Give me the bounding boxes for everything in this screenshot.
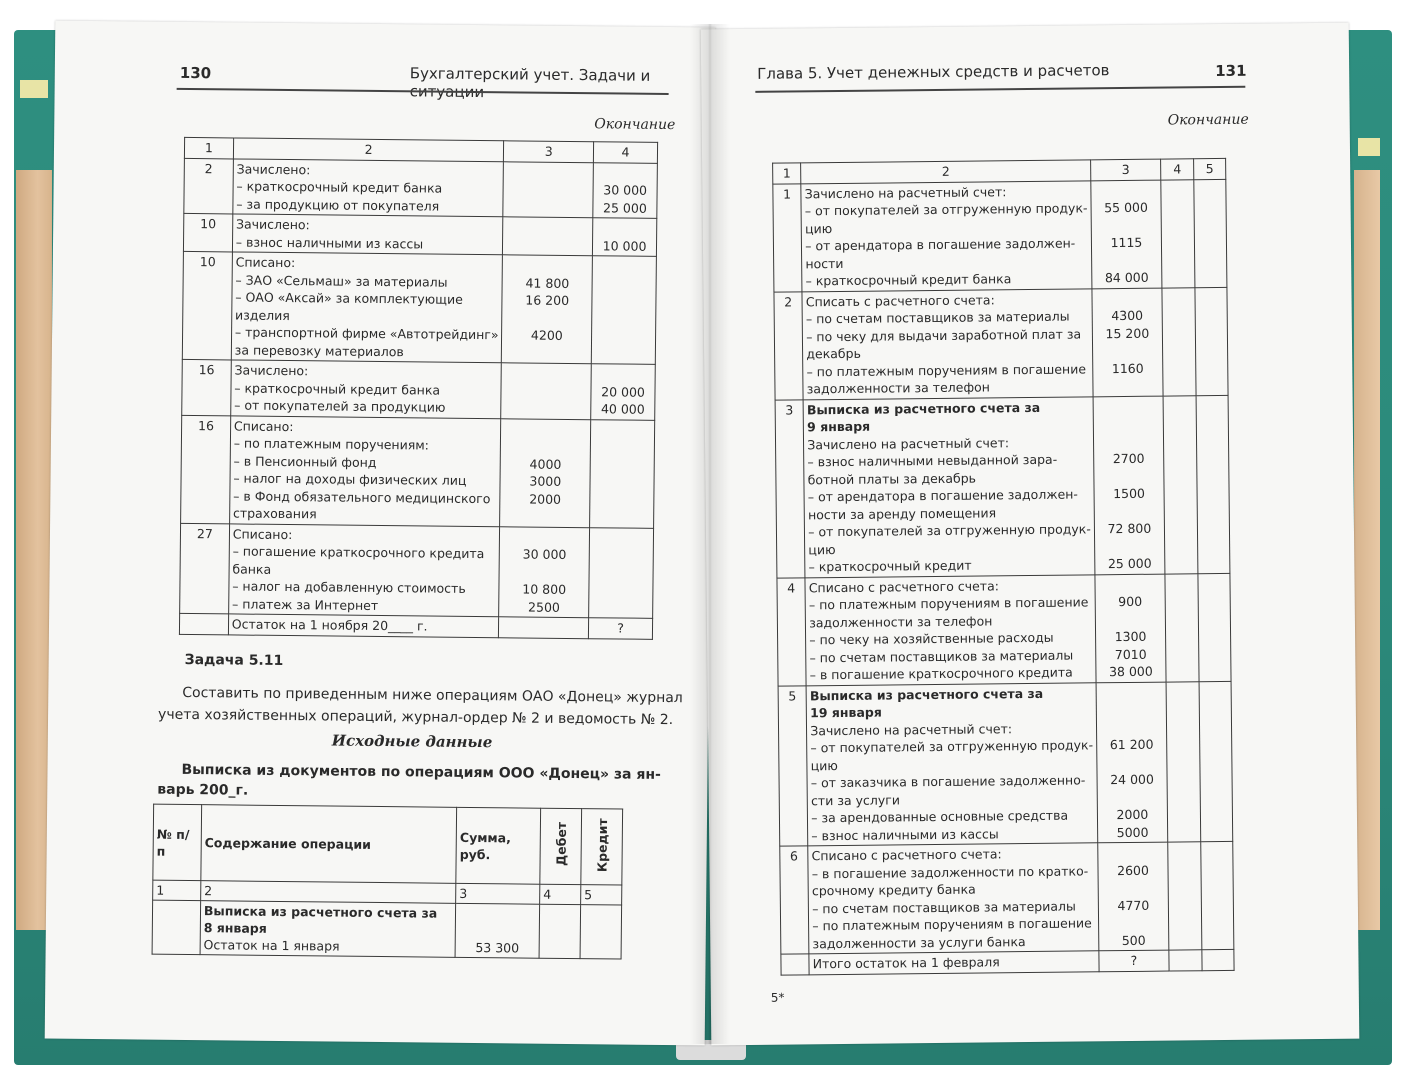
- content-line: Списать с расчетного счета:: [805, 291, 995, 309]
- row-title-line-1: Выписка из расчетного счета за: [203, 903, 438, 921]
- amount-value: 4300: [1111, 307, 1144, 324]
- amount-value: [594, 438, 651, 456]
- amount-value: 4200: [530, 327, 563, 343]
- content-line: Зачислено на расчетный счет:: [810, 720, 1013, 738]
- amount-value: [507, 180, 590, 198]
- content-line: – погашение краткосрочного кредита: [232, 543, 485, 562]
- content-line: – по платежным поручениям в погашение: [808, 594, 1089, 613]
- amount-value: 25 000: [1107, 555, 1152, 572]
- header-cell: 4: [1161, 159, 1194, 180]
- row-sum: 53 300: [455, 903, 539, 958]
- col4-values: [1166, 681, 1201, 842]
- amount-value: [593, 546, 650, 564]
- header-cell: 3: [504, 141, 594, 162]
- content-line: – в погашение задолженности по кратко-: [811, 862, 1089, 881]
- total-col4: [1169, 950, 1202, 971]
- amount-value: 61 200: [1109, 736, 1154, 753]
- col3-values: [1092, 288, 1163, 397]
- amount-value: [1101, 788, 1164, 806]
- header-cell: 3: [1090, 159, 1160, 180]
- amount-value: 3000: [529, 473, 562, 489]
- content-line: 19 января: [810, 704, 882, 721]
- row-content: [803, 396, 1094, 577]
- amount-value: [1100, 701, 1163, 719]
- amount-value: [1102, 914, 1165, 932]
- row-text: Остаток на 1 января: [203, 937, 340, 954]
- col4-values: [1168, 842, 1202, 950]
- content-line: Списано:: [232, 525, 293, 542]
- table-row: [184, 158, 658, 218]
- row-content: [808, 843, 1099, 954]
- content-line: – краткосрочный кредит: [808, 557, 972, 575]
- col-index-2: 2: [201, 881, 456, 904]
- amount-value: [595, 292, 652, 310]
- col3-values: [501, 363, 591, 419]
- amount-value: [1101, 879, 1164, 897]
- content-line: – по счетам поставщиков за материалы: [812, 898, 1076, 916]
- content-line: – по чеку для выдачи заработной плат за: [806, 325, 1082, 344]
- total-row: [781, 949, 1234, 974]
- amount-value: 72 800: [1107, 520, 1152, 537]
- amount-value: [593, 564, 650, 582]
- content-line: Зачислено:: [234, 362, 309, 379]
- col3-values: [499, 526, 590, 617]
- table-row: [180, 523, 654, 618]
- amount-value: [593, 491, 650, 509]
- amount-value: 1500: [1113, 485, 1146, 502]
- row-content: [806, 682, 1097, 846]
- content-line: – транспортной фирме «Автотрейдинг»: [234, 324, 499, 343]
- content-line: – по платежным поручениям:: [233, 435, 430, 453]
- content-line: – в Пенсионный фонд: [233, 452, 377, 470]
- content-line: – платеж за Интернет: [231, 595, 379, 613]
- running-title: Глава 5. Учет денежных средств и расчетов: [757, 61, 1110, 83]
- content-line: цию: [804, 220, 833, 236]
- col4-values: [593, 218, 657, 257]
- continuation-label: Окончание: [1167, 111, 1249, 129]
- amount-value: 900: [1118, 593, 1143, 610]
- col3-values: [1098, 842, 1169, 951]
- table-row: [780, 841, 1234, 954]
- total-value: ?: [589, 618, 653, 639]
- col-credit-header: Кредит: [581, 809, 623, 885]
- amount-value: [594, 473, 651, 491]
- amount-value: [1100, 718, 1163, 736]
- content-line: Выписка из расчетного счета за: [806, 399, 1041, 417]
- amount-value: [1094, 181, 1157, 199]
- col-content-header: Содержание операции: [201, 805, 457, 884]
- content-line: ботной платы за декабрь: [807, 470, 977, 487]
- subheading: Исходные данные: [331, 731, 493, 752]
- row-content: [231, 360, 502, 418]
- content-line: – от арендатора в погашение задолжен-: [807, 486, 1078, 505]
- cover-stripe-right: [1358, 138, 1380, 156]
- amount-value: 30 000: [603, 182, 648, 198]
- col3-values: [503, 161, 593, 217]
- amount-value: [1095, 216, 1158, 234]
- amount-value: 15 200: [1105, 325, 1150, 341]
- total-label: Остаток на 1 ноября 20____ г.: [228, 614, 499, 637]
- task-title: Задача 5.11: [184, 651, 284, 669]
- table-row: [778, 681, 1233, 846]
- amount-value: [507, 218, 590, 236]
- table-row: [183, 213, 656, 256]
- row-content: [805, 574, 1096, 685]
- amount-value: 20 000: [601, 383, 646, 400]
- content-line: Выписка из расчетного счета за: [809, 685, 1044, 703]
- header-cell: 5: [1194, 158, 1226, 179]
- content-line: – краткосрочный кредит банка: [236, 178, 443, 196]
- content-line: 9 января: [807, 418, 871, 435]
- header-cell: 1: [184, 137, 233, 158]
- amount-value: 10 800: [522, 581, 567, 597]
- content-line: – от арендатора в погашение задолжен-: [805, 235, 1076, 254]
- amount-value: [1097, 467, 1160, 485]
- row-title-line-2: 8 января: [203, 920, 267, 936]
- content-line: – по счетам поставщиков за материалы: [805, 308, 1070, 327]
- col-number-header: № п/п: [153, 804, 202, 880]
- amount-value: 10 000: [602, 237, 647, 254]
- col5-values: [1196, 395, 1230, 573]
- amount-value: 24 000: [1110, 771, 1154, 788]
- col3-values: [502, 255, 593, 364]
- amount-value: 30 000: [522, 546, 567, 562]
- amount-value: [507, 163, 590, 181]
- col3-values: [503, 217, 593, 256]
- task-text-line-2: учета хозяйственных операций, журнал-ордер № 2 и ведомость № 2.: [158, 706, 674, 729]
- table-row: [774, 287, 1228, 400]
- amount-value: [593, 508, 650, 526]
- content-line: – по чеку на хозяйственные расходы: [809, 629, 1054, 648]
- col-index-5: 5: [581, 885, 622, 905]
- total-row: [179, 613, 652, 638]
- content-line: – от покупателей за отгруженную продук-: [808, 521, 1091, 540]
- amount-value: [506, 309, 589, 327]
- content-line: изделия: [235, 306, 290, 323]
- amount-value: [1096, 342, 1159, 360]
- content-line: Зачислено на расчетный счет:: [804, 183, 1007, 201]
- row-number: [152, 900, 200, 954]
- row-number: 2: [184, 158, 233, 214]
- col-sum-header: Сумма, руб.: [456, 807, 541, 884]
- content-line: – по платежным поручениям в погашение: [812, 915, 1092, 934]
- row-content: [232, 214, 503, 255]
- total-number: [179, 613, 228, 634]
- content-line: цию: [808, 541, 836, 557]
- extract-title-line-2: варь 200_г.: [157, 781, 249, 799]
- content-line: – от покупателей за продукцию: [234, 397, 446, 415]
- row-content: [200, 901, 456, 958]
- header-cell: 2: [233, 138, 504, 161]
- header-cell: 4: [594, 142, 658, 163]
- amount-value: [1098, 537, 1161, 555]
- col-index-1: 1: [153, 880, 201, 901]
- amount-value: [506, 236, 589, 254]
- amount-value: 4000: [529, 456, 562, 472]
- row-content: [801, 180, 1092, 291]
- amount-value: [504, 420, 587, 438]
- total-label: Итого остаток на 1 февраля: [809, 951, 1099, 975]
- header-cell: 2: [801, 160, 1091, 184]
- content-line: сти за услуги: [810, 791, 900, 808]
- table-row: [773, 179, 1227, 292]
- table-row: [181, 415, 655, 528]
- row-number: 10: [182, 251, 232, 360]
- amount-value: [592, 581, 649, 599]
- amount-value: 2600: [1117, 862, 1149, 878]
- content-line: ности за аренду помещения: [807, 504, 997, 522]
- header-cell: 1: [773, 163, 801, 184]
- amount-value: [594, 456, 651, 474]
- col3-values: [500, 418, 591, 527]
- amount-value: [1099, 610, 1162, 628]
- amount-value: [505, 382, 588, 400]
- content-line: – ОАО «Аксай» за комплектующие: [235, 289, 463, 307]
- content-line: – за продукцию от покупателя: [236, 195, 440, 214]
- row-content: [228, 523, 500, 616]
- content-line: срочному кредиту банка: [811, 881, 976, 899]
- col5-values: [1194, 179, 1227, 287]
- col-debit-header: Дебет: [540, 808, 582, 884]
- running-title: Бухгалтерский учет. Задачи и: [409, 64, 651, 85]
- col5-values: [1199, 681, 1233, 842]
- total-value: ?: [1099, 950, 1169, 971]
- total-col3: [499, 617, 589, 638]
- content-line: задолженности за телефон: [809, 612, 993, 630]
- row-content: [229, 415, 501, 526]
- content-line: банка: [232, 560, 272, 577]
- amount-value: 41 800: [525, 275, 570, 291]
- col4-values: [1161, 179, 1195, 287]
- col5-values: [1195, 287, 1228, 395]
- row-number: 16: [181, 415, 231, 524]
- amount-value: [594, 421, 651, 439]
- table-row: [775, 395, 1230, 578]
- col-index-3: 3: [456, 883, 540, 904]
- amount-value: [503, 528, 586, 546]
- table-row: [182, 359, 656, 419]
- amount-value: [592, 599, 649, 617]
- amount-value: [595, 327, 652, 345]
- col3-values: [1096, 682, 1168, 843]
- amount-value: 4770: [1117, 897, 1150, 913]
- content-line: – краткосрочный кредит банка: [234, 379, 441, 398]
- amount-value: [1098, 502, 1161, 520]
- content-line: – налог на доходы физических лиц: [233, 470, 467, 488]
- amount-value: [1096, 377, 1159, 395]
- col4-values: [591, 256, 656, 365]
- amount-value: [1097, 432, 1160, 450]
- col3-values: [1093, 396, 1165, 575]
- table-row: [182, 251, 656, 364]
- amount-value: 5000: [1116, 824, 1149, 840]
- operations-table: [179, 137, 658, 639]
- amount-value: [596, 219, 653, 237]
- col-index-4: 4: [540, 884, 581, 904]
- col3-values: [1095, 574, 1166, 683]
- operations-table: [772, 158, 1234, 975]
- content-line: – от покупателей за отгруженную продук-: [810, 737, 1094, 756]
- row-content: [231, 252, 503, 363]
- amount-value: [595, 365, 652, 383]
- content-line: Зачислено:: [236, 160, 311, 177]
- amount-value: [596, 275, 653, 293]
- content-line: Зачислено на расчетный счет:: [807, 434, 1010, 452]
- col3-values: [1091, 180, 1162, 289]
- amount-value: [505, 344, 588, 362]
- amount-value: [595, 310, 652, 328]
- amount-value: 2500: [528, 599, 561, 615]
- amount-value: [504, 507, 587, 525]
- amount-value: [1095, 289, 1158, 307]
- amount-value: 16 200: [525, 292, 570, 308]
- cover-pattern-right: [1354, 170, 1380, 930]
- content-line: страхования: [232, 505, 317, 522]
- amount-value: [593, 529, 650, 547]
- content-line: задолженности за телефон: [806, 379, 991, 397]
- content-line: – за арендованные основные средства: [811, 807, 1069, 826]
- row-content: [802, 288, 1093, 399]
- total-col5: [1202, 949, 1234, 970]
- content-line: Зачислено:: [235, 216, 310, 233]
- col4-values: [590, 419, 655, 528]
- amount-value: 2700: [1112, 450, 1145, 467]
- amount-value: [1095, 251, 1158, 269]
- content-line: ности: [805, 255, 844, 271]
- task-text-line-1: Составить по приведенным ниже операциям ОАО «Донец» журнал: [182, 684, 683, 707]
- row-number: 4: [777, 577, 806, 685]
- content-line: – взнос наличными из кассы: [235, 233, 424, 251]
- header-rule: [755, 86, 1245, 93]
- content-line: Списано:: [233, 417, 294, 434]
- row-number: 3: [775, 399, 805, 577]
- content-line: цию: [810, 757, 838, 773]
- amount-value: [595, 345, 652, 363]
- col4-values: [1162, 287, 1196, 395]
- amount-value: [1100, 753, 1163, 771]
- col4-values: [593, 162, 657, 218]
- content-line: за перевозку материалов: [234, 341, 404, 359]
- page-number: 130: [179, 63, 212, 83]
- content-line: Списано с расчетного счета:: [811, 846, 1002, 864]
- amount-value: [1096, 397, 1159, 415]
- content-line: – в погашение краткосрочного кредита: [809, 664, 1073, 683]
- right-page: [701, 23, 1360, 1046]
- content-line: – от покупателей за отгруженную продук-: [804, 200, 1088, 219]
- content-line: – взнос наличными невыданной зара-: [807, 451, 1058, 470]
- table-row: [777, 573, 1231, 686]
- amount-value: [596, 257, 653, 275]
- amount-value: [505, 364, 588, 382]
- page-number: 131: [1215, 61, 1247, 81]
- book-gutter: [690, 24, 730, 1044]
- content-line: – взнос наличными из кассы: [811, 825, 999, 843]
- left-page: [45, 21, 716, 1046]
- amount-value: 7010: [1114, 646, 1147, 662]
- row-number: 1: [773, 183, 802, 291]
- content-line: – по счетам поставщиков за материалы: [809, 647, 1074, 665]
- amount-value: [503, 563, 586, 581]
- content-line: – от заказчика в погашение задолженно-: [810, 772, 1086, 791]
- content-line: – в Фонд обязательного медицинского: [233, 487, 491, 506]
- content-line: – краткосрочный кредит банка: [805, 271, 1012, 289]
- row-number: 5: [778, 685, 808, 846]
- amount-value: 500: [1121, 932, 1146, 948]
- amount-value: 2000: [529, 491, 562, 507]
- col4-values: [1165, 573, 1199, 681]
- amount-value: [505, 399, 588, 417]
- amount-value: 38 000: [1108, 663, 1153, 680]
- content-line: – ЗАО «Сельмаш» за материалы: [235, 271, 448, 290]
- content-line: Списано с расчетного счета:: [808, 577, 999, 595]
- signature-mark: 5*: [770, 990, 785, 1005]
- col5-values: [1198, 573, 1231, 681]
- row-debit: [539, 904, 581, 958]
- extract-table: [152, 804, 624, 960]
- cover-stripe-left: [20, 80, 48, 98]
- amount-value: 40 000: [600, 401, 645, 417]
- amount-value: [1097, 415, 1160, 433]
- amount-value: [506, 256, 589, 274]
- col4-values: [591, 364, 655, 420]
- amount-value: [1101, 844, 1164, 862]
- amount-value: [1098, 575, 1161, 593]
- row-number: 27: [180, 523, 230, 614]
- amount-value: 25 000: [603, 199, 647, 216]
- amount-value: [1099, 683, 1162, 701]
- content-line: декабрь: [806, 345, 861, 362]
- amount-value: 1115: [1110, 234, 1143, 251]
- row-number: 10: [183, 213, 232, 252]
- extract-title-line-1: Выписка из документов по операциям ООО «Донец» за ян-: [181, 761, 661, 783]
- row-number: 16: [182, 359, 231, 415]
- row-number: 6: [780, 846, 809, 954]
- amount-value: 55 000: [1104, 199, 1149, 216]
- col4-values: [589, 527, 654, 618]
- amount-value: [504, 437, 587, 455]
- total-number: [781, 954, 809, 975]
- col4-values: [1163, 395, 1198, 573]
- amount-value: 1160: [1111, 360, 1144, 376]
- content-line: Списано:: [235, 254, 296, 271]
- amount-value: 1300: [1114, 628, 1147, 645]
- content-line: – по платежным поручениям в погашение: [806, 360, 1087, 379]
- amount-value: 2000: [1116, 806, 1149, 823]
- row-number: 2: [774, 291, 803, 399]
- content-line: – налог на добавленную стоимость: [232, 578, 466, 596]
- amount-value: 84 000: [1104, 269, 1149, 286]
- row-credit: [580, 905, 622, 959]
- amount-value: [507, 198, 590, 216]
- amount-value: [597, 164, 654, 182]
- content-line: задолженности за услуги банка: [812, 933, 1026, 951]
- continuation-label: Окончание: [594, 116, 676, 134]
- col5-values: [1201, 841, 1234, 949]
- row-content: [233, 158, 504, 216]
